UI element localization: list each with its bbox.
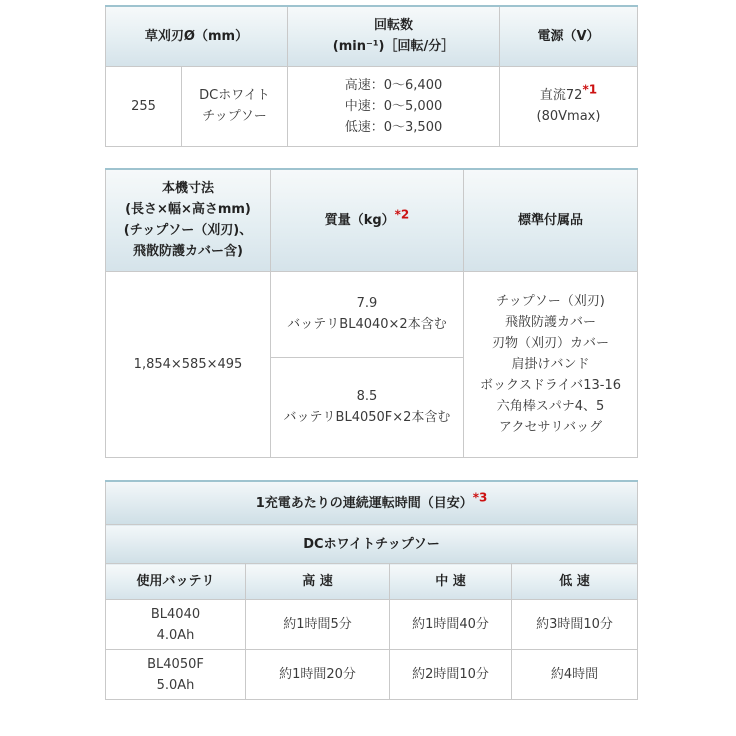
weight-battery-label: バッテリBL4040×2本含む — [287, 317, 447, 332]
weight-row-1 — [271, 271, 464, 357]
runtime-table — [105, 480, 638, 700]
col-header-low: 低 速 — [512, 564, 638, 600]
blade-size-cell: 255 — [106, 66, 182, 146]
weight-value: 8.5 — [356, 389, 378, 404]
note-marker-3: *3 — [472, 490, 488, 505]
header-accessories: 標準付属品 — [464, 169, 638, 271]
weight-value: 7.9 — [356, 296, 378, 311]
accessories-cell: チップソー（刈刃) 飛散防護カバー 刃物（刈刃）カバー 肩掛けバンド ボックスドライバ13-16 六角棒スパナ4、5 アクセサリバッグ — [464, 271, 638, 457]
table-row — [106, 600, 638, 650]
header-rpm: 回転数 (min⁻¹)［回転/分］ — [288, 6, 500, 66]
col-header-high: 高 速 — [246, 564, 390, 600]
weight-row-2 — [271, 357, 464, 457]
runtime-high-cell: 約1時間20分 — [246, 650, 390, 700]
runtime-title: 1充電あたりの連続運転時間（目安）*3 — [106, 481, 638, 525]
weight-battery-label: バッテリBL4050F×2本含む — [283, 410, 451, 425]
table-row — [106, 650, 638, 700]
dims-table — [105, 168, 638, 458]
runtime-subtitle: DCホワイトチップソー — [106, 525, 638, 564]
runtime-low-cell: 約4時間 — [512, 650, 638, 700]
header-blade-diameter: 草刈刃Ø（mm） — [106, 6, 288, 66]
runtime-high-cell: 約1時間5分 — [246, 600, 390, 650]
battery-cell: BL4050F 5.0Ah — [106, 650, 246, 700]
power-max: (80Vmax) — [536, 109, 601, 124]
header-power: 電源（V） — [500, 6, 638, 66]
note-marker-2: *2 — [394, 207, 410, 222]
runtime-mid-cell: 約1時間40分 — [390, 600, 512, 650]
blade-type-cell: DCホワイト チップソー — [182, 66, 288, 146]
col-header-battery: 使用バッテリ — [106, 564, 246, 600]
battery-cell: BL4040 4.0Ah — [106, 600, 246, 650]
col-header-mid: 中 速 — [390, 564, 512, 600]
rpm-values-cell: 高速：0～6,400 中速：0～5,000 低速：0～3,500 — [288, 66, 500, 146]
header-dimensions: 本機寸法 (長さ×幅×高さmm) (チップソー（刈刃)、 飛散防護カバー含) — [106, 169, 271, 271]
spec-table — [105, 5, 638, 147]
power-value: 直流72 — [539, 88, 583, 103]
note-marker-1: *1 — [582, 82, 598, 97]
runtime-mid-cell: 約2時間10分 — [390, 650, 512, 700]
power-value-cell — [500, 66, 638, 146]
dimensions-value-cell: 1,854×585×495 — [106, 271, 271, 457]
header-weight: 質量（kg）*2 — [271, 169, 464, 271]
runtime-low-cell: 約3時間10分 — [512, 600, 638, 650]
